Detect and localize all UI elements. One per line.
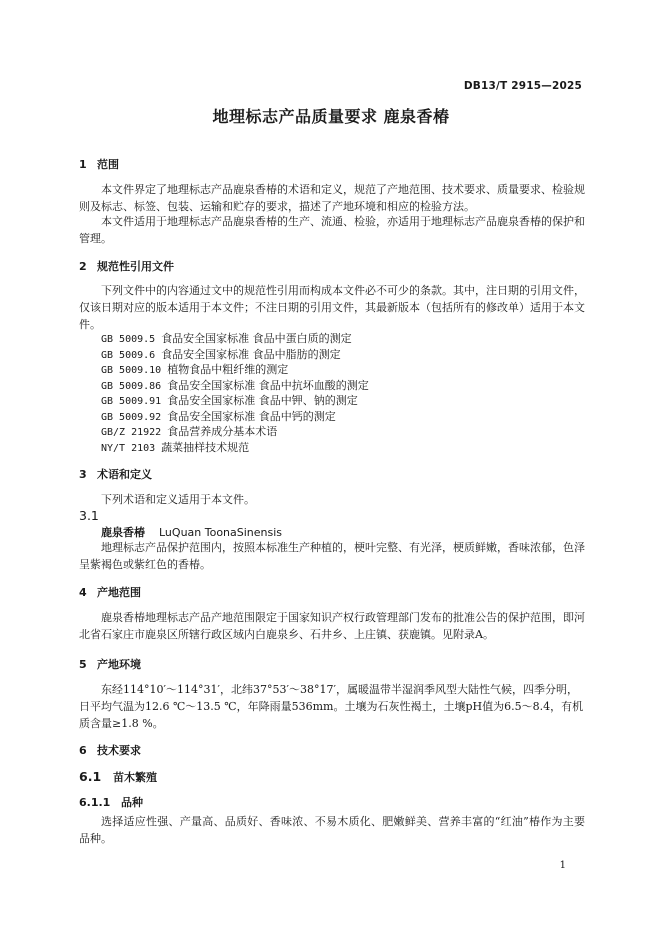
scope-paragraph-2: 本文件适用于地理标志产品鹿泉香椿的生产、流通、检验，亦适用于地理标志产品鹿泉香椿的保护和管理。: [79, 215, 585, 245]
section-heading-normative-references: [79, 258, 174, 274]
section-heading-origin-area: [79, 584, 141, 600]
reference-code: NY/T 2103: [101, 442, 156, 454]
term-chinese: 鹿泉香椿: [101, 526, 145, 539]
reference-code: GB/Z 21922: [101, 427, 162, 438]
section-title: 规范性引用文件: [97, 260, 174, 273]
section-title: 产地环境: [97, 658, 141, 671]
reference-title: 植物食品中粗纤维的测定: [167, 363, 289, 376]
reference-title: 食品安全国家标准 食品中抗坏血酸的测定: [167, 378, 369, 392]
reference-code: GB 5009.91: [101, 396, 162, 407]
list-item: [101, 347, 369, 363]
term-name: [101, 524, 282, 540]
reference-title: 食品安全国家标准 食品中脂肪的测定: [161, 347, 341, 361]
list-item: [101, 378, 369, 394]
term-definition: 地理标志产品保护范围内，按照本标准生产种植的，梗叶完整、有光泽，梗质鲜嫩，香味浓郁，色泽呈紫褐色或紫红色的香椿。: [79, 541, 585, 571]
reference-title: 食品安全国家标准 食品中钾、钠的测定: [167, 394, 358, 407]
reference-code: GB 5009.86: [101, 380, 162, 392]
section-title: 术语和定义: [97, 468, 152, 481]
variety-paragraph: 选择适应性强、产量高、品质好、香味浓、不易木质化、肥嫩鲜美、营养丰富的“红油”椿作为主要品种。: [79, 815, 585, 845]
section-title: 范围: [97, 158, 119, 171]
section-number: 5: [79, 658, 87, 671]
section-number: 2: [79, 260, 87, 273]
list-item: [101, 424, 369, 440]
environment-paragraph: 东经114°10′～114°31′，北纬37°53′～38°17′，属暖温带半湿润季风型大陆性气候，四季分明，日平均气温为12.6 ℃～13.5 ℃，年降雨量536mm。土壤为石灰性褐土，土壤pH值为6.5～8.4，有机质含量≥1.8 %。: [79, 683, 584, 730]
reference-code: GB 5009.10: [101, 365, 162, 376]
page-title: 地理标志产品质量要求 鹿泉香椿: [212, 107, 450, 126]
section-title: 技术要求: [97, 744, 141, 757]
reference-title: 蔬菜抽样技术规范: [161, 440, 250, 454]
term-number: 3.1: [79, 508, 99, 523]
reference-code: GB 5009.6: [101, 349, 156, 361]
list-item: [101, 440, 369, 456]
subsubsection-heading-variety: [79, 794, 143, 810]
reference-title: 食品安全国家标准 食品中钙的测定: [167, 409, 336, 423]
reference-code: GB 5009.92: [101, 411, 162, 423]
document-code: DB13/T 2915—2025: [463, 80, 582, 92]
origin-area-paragraph: 鹿泉香椿地理标志产品产地范围限定于国家知识产权行政管理部门发布的批准公告的保护范围，即河北省石家庄市鹿泉区所辖行政区域内白鹿泉乡、石井乡、上庄镇、获鹿镇。见附录A。: [79, 611, 585, 641]
reference-code: GB 5009.5: [101, 334, 156, 345]
section-heading-technical-requirements: [79, 742, 141, 758]
section-number: 3: [79, 468, 87, 481]
subsection-number: 6.1: [79, 769, 102, 784]
section-number: 4: [79, 586, 87, 599]
reference-title: 食品安全国家标准 食品中蛋白质的测定: [161, 332, 352, 345]
subsubsection-title: 品种: [121, 796, 143, 809]
references-intro: 下列文件中的内容通过文中的规范性引用而构成本文件必不可少的条款。其中，注日期的引用文件，仅该日期对应的版本适用于本文件；不注日期的引用文件，其最新版本（包括所有的修改单）适用于本文件。: [79, 284, 585, 331]
section-heading-scope: [79, 156, 119, 172]
scope-paragraph-1: 本文件界定了地理标志产品鹿泉香椿的术语和定义，规范了产地范围、技术要求、质量要求、检验规则及标志、标签、包装、运输和贮存的要求，描述了产地环境和相应的检验方法。: [79, 183, 585, 213]
list-item: [101, 362, 369, 378]
page-number: 1: [559, 860, 566, 871]
reference-title: 食品营养成分基本术语: [167, 425, 278, 438]
section-number: 1: [79, 158, 87, 171]
list-item: [101, 409, 369, 425]
reference-list: [101, 331, 369, 455]
section-number: 6: [79, 744, 87, 757]
subsection-title: 苗木繁殖: [113, 771, 157, 784]
term-english: LuQuan ToonaSinensis: [159, 526, 283, 539]
subsubsection-number: 6.1.1: [79, 796, 111, 809]
subsection-heading-seedling: [79, 769, 157, 785]
terms-intro: 下列术语和定义适用于本文件。: [101, 493, 255, 506]
list-item: [101, 393, 369, 409]
section-heading-environment: [79, 656, 141, 672]
list-item: [101, 331, 369, 347]
section-heading-terms: [79, 466, 152, 482]
section-title: 产地范围: [97, 586, 141, 599]
